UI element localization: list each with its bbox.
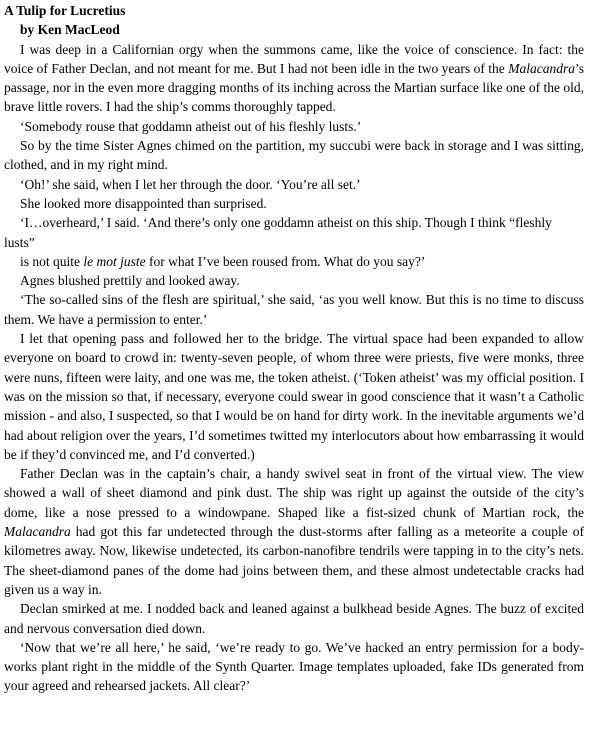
- paragraph-text: is not quite: [20, 253, 84, 269]
- paragraph-text: had got this far undetected through the dust-storms after falling as a meteorite a couple of kilometres away. Now, likewise undetected, its carbon-nanofibre tendrils were tapping in to the city’s nets. The sheet-diamond panes of the dome had joins between them, and these almost undetectable cracks had given us a way in.: [4, 524, 584, 597]
- paragraph: [4, 117, 584, 136]
- paragraph-text: ‘The so-called sins of the flesh are spiritual,’ she said, ‘as you well know. But this is no time to discuss them. We have a permission to enter.’: [4, 292, 584, 327]
- paragraph: [4, 213, 584, 252]
- paragraph-text: ’s passage, nor in the even more dragging months of its inching across the Martian surface like one of the old, brave little rovers. I had the ship’s comms thoroughly tapped.: [4, 60, 584, 115]
- paragraph: [4, 599, 584, 638]
- paragraph: [4, 464, 584, 599]
- paragraph: [4, 40, 584, 117]
- paragraph-text: So by the time Sister Agnes chimed on the partition, my succubi were back in storage and I was sitting, clothed, and in my right mind.: [4, 138, 584, 173]
- paragraph: [4, 175, 584, 194]
- paragraph-text: ‘Somebody rouse that goddamn atheist out of his fleshly lusts.’: [20, 118, 362, 134]
- italic-text: Malacandra: [4, 524, 71, 540]
- story-body: [4, 40, 584, 696]
- paragraph-text: ‘Oh!’ she said, when I let her through the door. ‘You’re all set.’: [20, 176, 361, 192]
- document-page: [4, 0, 584, 696]
- paragraph-text: ‘I…overheard,’ I said. ‘And there’s only one goddamn atheist on this ship. Though I think “fleshly lusts”: [4, 215, 552, 250]
- paragraph: [4, 252, 584, 271]
- story-title: A Tulip for Lucretius: [4, 3, 126, 18]
- paragraph-text: ‘Now that we’re all here,’ he said, ‘we’re ready to go. We’ve hacked an entry permission for a body-works plant right in the middle of the Synth Quarter. Image templates uploaded, fake IDs generated from your agreed and rehearsed jackets. All clear?’: [4, 639, 584, 694]
- paragraph-text: Agnes blushed prettily and looked away.: [20, 273, 240, 289]
- paragraph-text: Declan smirked at me. I nodded back and leaned against a bulkhead beside Agnes. The buzz of excited and nervous conversation died down.: [4, 601, 584, 636]
- italic-text: Malacandra: [508, 60, 575, 76]
- paragraph: [4, 329, 584, 464]
- paragraph: [4, 136, 584, 175]
- story-author: by Ken MacLeod: [20, 22, 120, 38]
- paragraph-text: for what I’ve been roused from. What do you say?’: [145, 253, 426, 269]
- paragraph-text: She looked more disappointed than surprised.: [20, 195, 267, 211]
- paragraph-text: I let that opening pass and followed her to the bridge. The virtual space had been expanded to allow everyone on board to crowd in: twenty-seven people, of whom three were priests, five were monks, three were nuns, fifteen were laity, and one was me, the token atheist. (‘Token atheist’ was my official position. I was on the mission so that, if necessary, everyone could swear in good conscience that it wasn’t a Catholic mission - and also, I suspected, so that I would be on hand for dirty work. In the inevitable arguments we’d had about religion over the years, I’d sometimes twitted my interlocutors about how embarrassing it would be if they’d convinced me, and I’d converted.): [4, 331, 584, 462]
- paragraph: [4, 638, 584, 696]
- paragraph-text: Father Declan was in the captain’s chair, a handy swivel seat in front of the virtual view. The view showed a wall of sheet diamond and pink dust. The ship was right up against the outside of the city’s dome, like a nose pressed to a windowpane. Shaped like a fist-sized chunk of Martian rock, the: [4, 466, 584, 520]
- paragraph-text: I was deep in a Californian orgy when the summons came, like the voice of conscience. In fact: the voice of Father Declan, and not meant for me. But I had not been idle in the two years of the: [4, 41, 584, 76]
- italic-text: le mot juste: [83, 253, 146, 269]
- paragraph: [4, 290, 584, 329]
- paragraph: [4, 271, 584, 290]
- paragraph: [4, 194, 584, 213]
